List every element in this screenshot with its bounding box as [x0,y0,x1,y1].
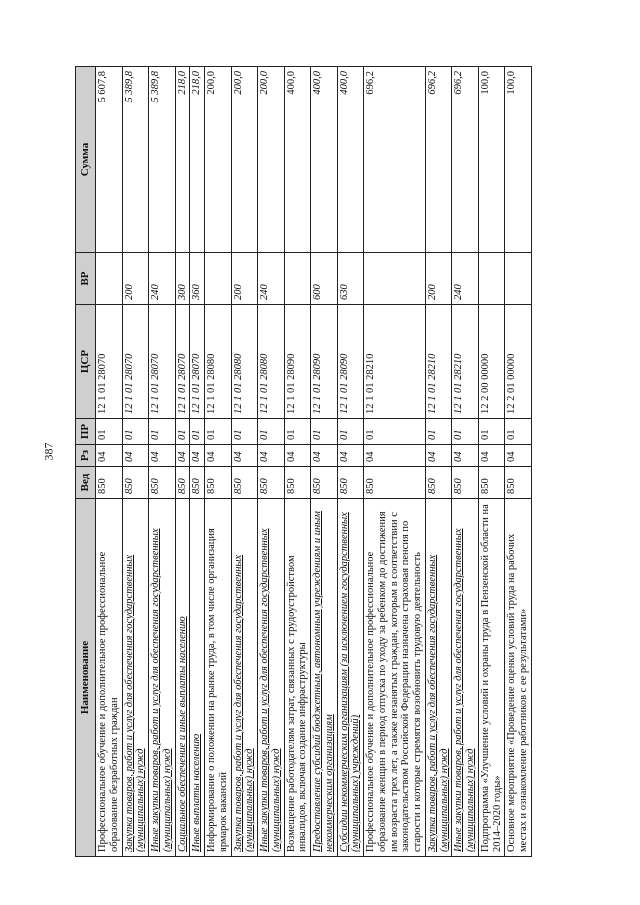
cell-ved: 850 [258,467,285,499]
cell-name [149,499,176,857]
cell-rz: 04 [364,445,426,467]
cell-pr: 01 [205,419,232,445]
cell-ved: 850 [452,467,479,499]
header-csr: ЦСР [76,305,96,419]
cell-ved: 850 [311,467,338,499]
cell-name [96,499,123,857]
header-pr: ПР [76,419,96,445]
cell-sum: 100,0 [505,67,532,253]
cell-vr [505,253,532,305]
cell-rz: 04 [478,445,505,467]
cell-ved: 850 [96,467,123,499]
cell-rz: 04 [425,445,452,467]
cell-rz: 04 [452,445,479,467]
table-row [231,67,258,857]
cell-csr: 12 1 01 28210 [452,305,479,419]
row-name-text: Иные выплаты населению [191,733,203,852]
cell-csr: 12 1 01 28070 [96,305,123,419]
header-rz: Рз [76,445,96,467]
cell-pr: 01 [478,419,505,445]
cell-vr: 240 [258,253,285,305]
cell-csr: 12 1 01 28070 [175,305,190,419]
cell-rz: 04 [337,445,364,467]
cell-name [505,499,532,857]
cell-name [452,499,479,857]
row-name-text: Профессиональное обучение и дополнительное профессиональное образование женщин в период отпуска по уходу за ребенком до достижения им возраста трех лет, а также незанятых граждан, которым в соответствии с законодательством Российской Федерации назначена страховая пенсия по старости и которые стремятся возобновить трудовую деятельность [365,511,423,852]
table-row [96,67,123,857]
row-name-text: Основное мероприятие «Проведение оценки условий труда на рабочих местах и ознакомление работников с ее результатами» [506,533,529,852]
cell-pr: 01 [364,419,426,445]
cell-ved: 850 [364,467,426,499]
cell-csr: 12 1 01 28070 [149,305,176,419]
table-row [149,67,176,857]
row-name-text: Информирование о положении на рынке труда, в том числе организация ярмарок вакансий [206,528,229,852]
table-row [258,67,285,857]
row-name-text: Подпрограмма «Улучшение условий и охраны труда в Пензенской области на 2014–2020 годы» [479,504,503,852]
cell-ved: 850 [190,467,205,499]
cell-csr: 12 1 01 28080 [231,305,258,419]
table-row [364,67,426,857]
table-row [190,67,205,857]
header-sum: Сумма [76,67,96,253]
cell-name [364,499,426,857]
cell-sum: 218,0 [175,67,190,253]
cell-vr [478,253,505,305]
table-row [452,67,479,857]
cell-sum: 200,0 [258,67,285,253]
table-header-row [76,67,96,857]
header-ved: Вед [76,467,96,499]
cell-name [284,499,311,857]
cell-vr: 200 [231,253,258,305]
cell-pr: 01 [258,419,285,445]
table-row [175,67,190,857]
cell-sum: 400,0 [284,67,311,253]
cell-name [122,499,149,857]
row-name-text: Иные закупки товаров, работ и услуг для обеспечения государственных (муниципальных) нужд [453,528,476,852]
cell-name [425,499,452,857]
cell-vr: 240 [452,253,479,305]
cell-ved: 850 [337,467,364,499]
cell-csr: 12 1 01 28090 [311,305,338,419]
cell-vr: 630 [337,253,364,305]
row-name-text: Субсидии некоммерческим организациям (за исключением государственных (муниципальных) учреждений) [338,512,362,852]
cell-vr: 200 [425,253,452,305]
cell-sum: 200,0 [205,67,232,253]
cell-name [311,499,338,857]
cell-rz: 04 [175,445,190,467]
rotated-page [75,67,605,857]
cell-name [478,499,505,857]
cell-vr: 600 [311,253,338,305]
row-name-text: Закупка товаров, работ и услуг для обеспечения государственных (муниципальных) нужд [426,554,450,852]
cell-csr: 12 1 01 28090 [284,305,311,419]
cell-sum: 696,2 [425,67,452,253]
cell-csr: 12 1 01 28090 [337,305,364,419]
cell-ved: 850 [505,467,532,499]
cell-pr: 01 [425,419,452,445]
cell-csr: 12 2 01 00000 [505,305,532,419]
cell-csr: 12 1 01 28080 [205,305,232,419]
cell-csr: 12 1 01 28210 [425,305,452,419]
cell-vr: 300 [175,253,190,305]
cell-csr: 12 1 01 28070 [190,305,205,419]
cell-sum: 100,0 [478,67,505,253]
table-row [311,67,338,857]
cell-rz: 04 [311,445,338,467]
row-name-text: Профессиональное обучение и дополнительное профессиональное образование безработных граждан [97,551,120,852]
cell-csr: 12 2 00 00000 [478,305,505,419]
table-row [478,67,505,857]
cell-rz: 04 [505,445,532,467]
table-row [337,67,364,857]
cell-name [175,499,190,857]
page-number: 387 [41,442,56,461]
cell-csr: 12 1 01 28080 [258,305,285,419]
cell-sum: 400,0 [311,67,338,253]
row-name-text: Социальное обеспечение и иные выплаты населению [176,616,188,852]
cell-ved: 850 [425,467,452,499]
cell-name [258,499,285,857]
row-name-text: Иные закупки товаров, работ и услуг для обеспечения государственных (муниципальных) нужд [259,528,282,852]
cell-ved: 850 [175,467,190,499]
cell-sum: 218,0 [190,67,205,253]
cell-pr: 01 [190,419,205,445]
cell-pr: 01 [452,419,479,445]
cell-name [205,499,232,857]
cell-pr: 01 [231,419,258,445]
cell-vr: 200 [122,253,149,305]
cell-pr: 01 [149,419,176,445]
cell-sum: 200,0 [231,67,258,253]
cell-name [231,499,258,857]
table-row [284,67,311,857]
cell-vr [364,253,426,305]
cell-pr: 01 [311,419,338,445]
cell-name [337,499,364,857]
table-row [505,67,532,857]
cell-rz: 04 [258,445,285,467]
row-name-text: Закупка товаров, работ и услуг для обеспечения государственных (муниципальных) нужд [123,554,147,852]
header-vr: ВР [76,253,96,305]
cell-sum: 5 607,8 [96,67,123,253]
cell-pr: 01 [175,419,190,445]
cell-sum: 5 389,8 [122,67,149,253]
cell-ved: 850 [284,467,311,499]
cell-rz: 04 [231,445,258,467]
cell-vr [96,253,123,305]
cell-rz: 04 [96,445,123,467]
row-name-text: Закупка товаров, работ и услуг для обеспечения государственных (муниципальных) нужд [232,554,256,852]
header-name: Наименование [76,499,96,857]
cell-sum: 696,2 [452,67,479,253]
cell-pr: 01 [337,419,364,445]
cell-csr: 12 1 01 28210 [364,305,426,419]
cell-name [190,499,205,857]
cell-pr: 01 [122,419,149,445]
cell-ved: 850 [478,467,505,499]
cell-pr: 01 [505,419,532,445]
budget-table [75,66,532,857]
cell-sum: 400,0 [337,67,364,253]
cell-pr: 01 [96,419,123,445]
cell-csr: 12 1 01 28070 [122,305,149,419]
table-row [425,67,452,857]
cell-ved: 850 [149,467,176,499]
cell-ved: 850 [231,467,258,499]
cell-vr [284,253,311,305]
row-name-text: Иные закупки товаров, работ и услуг для обеспечения государственных (муниципальных) нужд [150,528,173,852]
table-row [205,67,232,857]
cell-rz: 04 [205,445,232,467]
cell-ved: 850 [205,467,232,499]
row-name-text: Предоставление субсидий бюджетным, автономным учреждениям и иным некоммерческим организациям [312,511,335,852]
cell-ved: 850 [122,467,149,499]
cell-rz: 04 [122,445,149,467]
cell-pr: 01 [284,419,311,445]
cell-vr: 240 [149,253,176,305]
cell-sum: 696,2 [364,67,426,253]
table-row [122,67,149,857]
cell-vr: 360 [190,253,205,305]
cell-rz: 04 [284,445,311,467]
cell-rz: 04 [149,445,176,467]
row-name-text: Возмещение работодателям затрат, связанных с трудоустройством инвалидов, включая создание инфраструктуры [285,555,309,852]
cell-vr [205,253,232,305]
cell-sum: 5 389,8 [149,67,176,253]
cell-rz: 04 [190,445,205,467]
